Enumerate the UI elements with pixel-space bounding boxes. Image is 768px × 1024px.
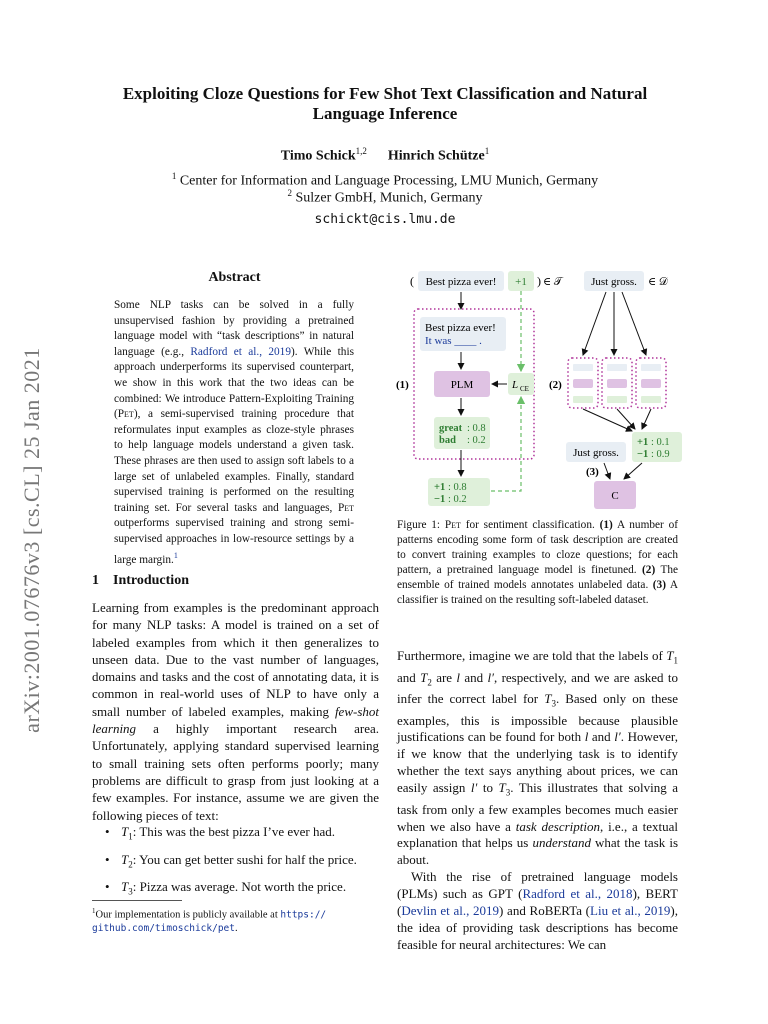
abstract-text: Some NLP tasks can be solved in a fully unsupervised fashion by providing a pretrained language model with “task descriptions” in natural language (e.g., Radford et al., 2019). While this approach underperforms its supervised counterpart, we show in this work that the two ideas can be combined: We introduce Pattern-Exploiting Training (Pet), a semi-supervised training procedure that reformulates input examples as cloze-style phrases to help language models understand a given task. These phrases are then used to assign soft labels to a large set of unlabeled examples. Finally, standard supervised training is performed on the resulting training set. For several tasks and languages, Pet outperforms supervised training and strong semi-supervised approaches in low-resource settings by a large margin.$^1$ — [114, 299, 354, 566]
out2-label: −1 — [434, 494, 446, 505]
section-heading-introduction: 1 Introduction — [92, 573, 189, 588]
citation-link[interactable]: Liu et al., 2019 — [590, 903, 671, 919]
classifier-label: C — [611, 490, 619, 502]
out1-label: +1 — [434, 482, 446, 493]
ensemble-model — [602, 358, 632, 408]
paren-open: ( — [410, 274, 414, 288]
intro-paragraph: Learning from examples is the predominant approach for many NLP tasks: A model is trained on a set of labeled examples from which it then generalizes to unseen data. Due to the vast number of languages, domains and tasks and the cost of annotating data, it is common in real-world uses of NLP to have only a small number of labeled examples, making few-shot learning a highly important research area. Unfortunately, applying standard supervised learning to small training sets often performs poorly; many problems are difficult to grasp from just looking at a few examples. For instance, assume we are given the following pieces of text: — [92, 600, 379, 823]
list-item: • $T_1$: This was the best pizza I’ve ever had. — [105, 824, 336, 842]
list-item: • $T_2$: You can get better sushi for half the price. — [105, 852, 357, 870]
author-1: Timo Schick — [280, 148, 356, 164]
paren-close: ) — [537, 274, 541, 288]
footnote-link[interactable]: 1 — [173, 550, 178, 560]
figure-pet-diagram — [392, 265, 692, 515]
step-2: (2) — [549, 379, 562, 391]
verb1-word: great — [439, 423, 463, 434]
arxiv-id: arXiv:2001.07676v3 [cs.CL] 25 Jan 2021 — [19, 347, 44, 733]
loss-label: L — [512, 379, 519, 391]
paragraph: Furthermore, imagine we are told that the labels of $T_1$ and $T_2$ are l and l′, respectively, and we are asked to infer the correct label for $T_3$. Based only on these examples, this is impossible because plausible justifications can be found for both l and l′. However, if we know that the underlying task is to identify whether the text says anything about prices, we can easily assign l′ to $T_3$. This illustrates that solving a task from only a few examples becomes much easier when we also have a task description, i.e., a textual explanation that helps us understand what the task is about. — [397, 648, 679, 868]
footnote-rule — [92, 900, 182, 901]
github-link[interactable]: https:// — [280, 909, 327, 921]
unlabeled-set-label: ∈ 𝒟 — [648, 276, 668, 288]
loss-sub: CE — [520, 385, 529, 393]
verb2-word: bad — [439, 435, 456, 446]
arxiv-sidebar — [12, 330, 52, 750]
pattern-line-2: It was ____ . — [425, 335, 482, 347]
author-2: Hinrich Schütze — [387, 148, 485, 164]
verb2-val: : 0.2 — [467, 435, 486, 446]
unlabeled-example: Just gross. — [591, 276, 637, 288]
plm-label: PLM — [450, 379, 474, 391]
author-email[interactable]: schickt@cis.lmu.de — [314, 212, 456, 227]
authors: Timo Schick$^{1,2}$ Hinrich Schütze$^1$ — [280, 146, 490, 164]
paper-title: Exploiting Cloze Questions for Few Shot Text Classification and Natural Language Inference — [122, 84, 648, 123]
step-1: (1) — [396, 379, 409, 391]
citation-link[interactable]: Radford et al., 2018 — [522, 886, 633, 902]
figure-caption: Figure 1: Pet for sentiment classification. (1) A number of patterns encoding some form of task description are created to convert training examples to cloze questions; for each pattern, a pretrained language model is finetuned. (2) The ensemble of trained models annotates unlabeled data. (3) A classifier is trained on the resulting soft-labeled dataset. — [397, 519, 679, 606]
abstract-heading: Abstract — [208, 270, 261, 285]
input-label: +1 — [515, 276, 527, 288]
citation-link[interactable]: Devlin et al., 2019 — [401, 903, 500, 919]
citation-link[interactable]: Radford et al., 2019 — [190, 345, 291, 358]
ensemble-model — [636, 358, 666, 408]
soft-example: Just gross. — [573, 447, 619, 459]
step-3: (3) — [586, 466, 599, 478]
list-item: • $T_3$: Pizza was average. Not worth the price. — [105, 879, 347, 897]
affiliation-1: $^1$ Center for Information and Language Processing, LMU Munich, Germany — [171, 171, 599, 189]
affiliation-2: $^2$ Sulzer GmbH, Munich, Germany — [287, 188, 483, 206]
pattern-line-1: Best pizza ever! — [425, 322, 496, 334]
soft2-label: −1 — [637, 449, 649, 460]
footnote: $^1$Our implementation is publicly available at https:// github.com/timoschick/pet. — [92, 907, 327, 934]
train-set-label: ∈ 𝒯 — [543, 276, 563, 288]
input-example: Best pizza ever! — [425, 276, 497, 288]
right-column-text — [397, 648, 678, 954]
paragraph: With the rise of pretrained language models (PLMs) such as GPT (Radford et al., 2018), BERT (Devlin et al., 2019) and RoBERTa (Liu et al., 2019), the idea of providing task descriptions has become feasible for neural architectures: We can — [397, 869, 679, 952]
soft2-val: : 0.9 — [651, 449, 670, 460]
github-link[interactable]: github.com/timoschick/pet — [92, 922, 235, 934]
out1-val: : 0.8 — [448, 482, 467, 493]
out2-val: : 0.2 — [448, 494, 467, 505]
soft1-label: +1 — [637, 437, 649, 448]
ensemble-model — [568, 358, 598, 408]
soft1-val: : 0.1 — [651, 437, 670, 448]
verb1-val: : 0.8 — [467, 423, 486, 434]
